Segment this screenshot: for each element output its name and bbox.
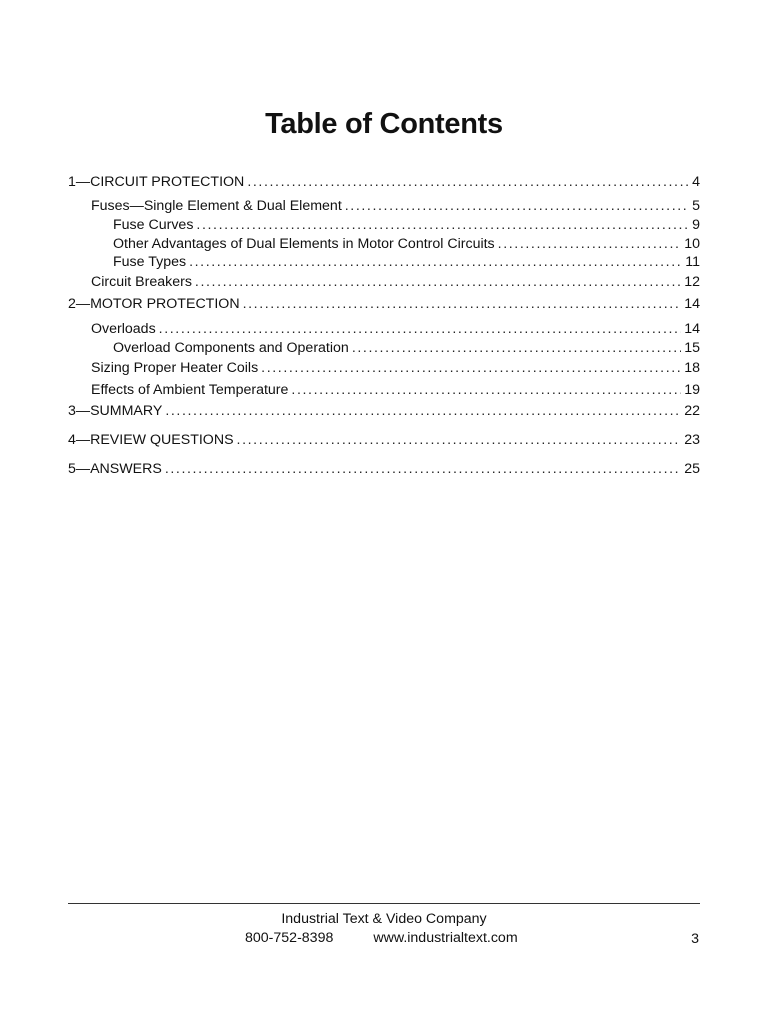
toc-label: Other Advantages of Dual Elements in Motor Control Circuits xyxy=(113,236,495,252)
footer-website[interactable]: www.industrialtext.com xyxy=(373,930,518,946)
dot-leader xyxy=(345,197,689,215)
toc-label: 1—CIRCUIT PROTECTION xyxy=(68,174,245,190)
page-title: Table of Contents xyxy=(265,108,503,140)
dot-leader xyxy=(261,359,681,377)
toc-entry-review-questions[interactable] xyxy=(68,431,700,449)
toc-entry-fuse-types[interactable] xyxy=(113,253,700,271)
page-number: 3 xyxy=(691,931,699,947)
dot-leader xyxy=(159,320,682,338)
toc-entry-fuse-curves[interactable] xyxy=(113,216,700,234)
toc-label: Fuses—Single Element & Dual Element xyxy=(91,198,342,214)
dot-leader xyxy=(195,273,681,291)
dot-leader xyxy=(352,339,681,357)
dot-leader xyxy=(247,173,689,191)
dot-leader xyxy=(237,431,682,449)
toc-page-number: 11 xyxy=(685,254,700,270)
dot-leader xyxy=(165,460,681,478)
toc-label: 4—REVIEW QUESTIONS xyxy=(68,432,234,448)
footer-company-name: Industrial Text & Video Company xyxy=(281,911,487,927)
toc-label: Fuse Curves xyxy=(113,217,194,233)
toc-entry-ambient-temperature[interactable] xyxy=(91,381,700,399)
toc-label: 3—SUMMARY xyxy=(68,403,163,419)
toc-label: Fuse Types xyxy=(113,254,187,270)
toc-label: Sizing Proper Heater Coils xyxy=(91,360,259,376)
toc-label: Overload Components and Operation xyxy=(113,340,349,356)
toc-entry-overload-components[interactable] xyxy=(113,339,700,357)
footer-divider xyxy=(68,903,700,904)
toc-page-number: 25 xyxy=(684,461,700,477)
toc-page-number: 23 xyxy=(684,432,700,448)
dot-leader xyxy=(196,216,689,234)
footer-contact xyxy=(245,930,518,946)
toc-entry-circuit-breakers[interactable] xyxy=(91,273,700,291)
toc-entry-circuit-protection[interactable] xyxy=(68,173,700,191)
toc-entry-answers[interactable] xyxy=(68,460,700,478)
dot-leader xyxy=(243,295,682,313)
toc-label: 2—MOTOR PROTECTION xyxy=(68,296,240,312)
toc-page-number: 12 xyxy=(684,274,700,290)
dot-leader xyxy=(189,253,682,271)
toc-page-number: 15 xyxy=(684,340,700,356)
toc-label: 5—ANSWERS xyxy=(68,461,162,477)
toc-page-number: 4 xyxy=(692,174,700,190)
footer-phone: 800-752-8398 xyxy=(245,930,334,946)
toc-label: Circuit Breakers xyxy=(91,274,192,290)
toc-label: Overloads xyxy=(91,321,156,337)
toc-page-number: 9 xyxy=(692,217,700,233)
dot-leader xyxy=(498,235,682,253)
toc-entry-summary[interactable] xyxy=(68,402,700,420)
toc-page-number: 10 xyxy=(684,236,700,252)
toc-entry-overloads[interactable] xyxy=(91,320,700,338)
toc-page-number: 18 xyxy=(684,360,700,376)
toc-page-number: 14 xyxy=(684,321,700,337)
toc-entry-sizing-heater-coils[interactable] xyxy=(91,359,700,377)
toc-label: Effects of Ambient Temperature xyxy=(91,382,289,398)
toc-entry-motor-protection[interactable] xyxy=(68,295,700,313)
dot-leader xyxy=(291,381,681,399)
toc-page-number: 22 xyxy=(684,403,700,419)
toc-page-number: 5 xyxy=(692,198,700,214)
toc-page-number: 14 xyxy=(684,296,700,312)
toc-entry-other-advantages[interactable] xyxy=(113,235,700,253)
toc-page-number: 19 xyxy=(684,382,700,398)
toc-entry-fuses[interactable] xyxy=(91,197,700,215)
dot-leader xyxy=(165,402,681,420)
